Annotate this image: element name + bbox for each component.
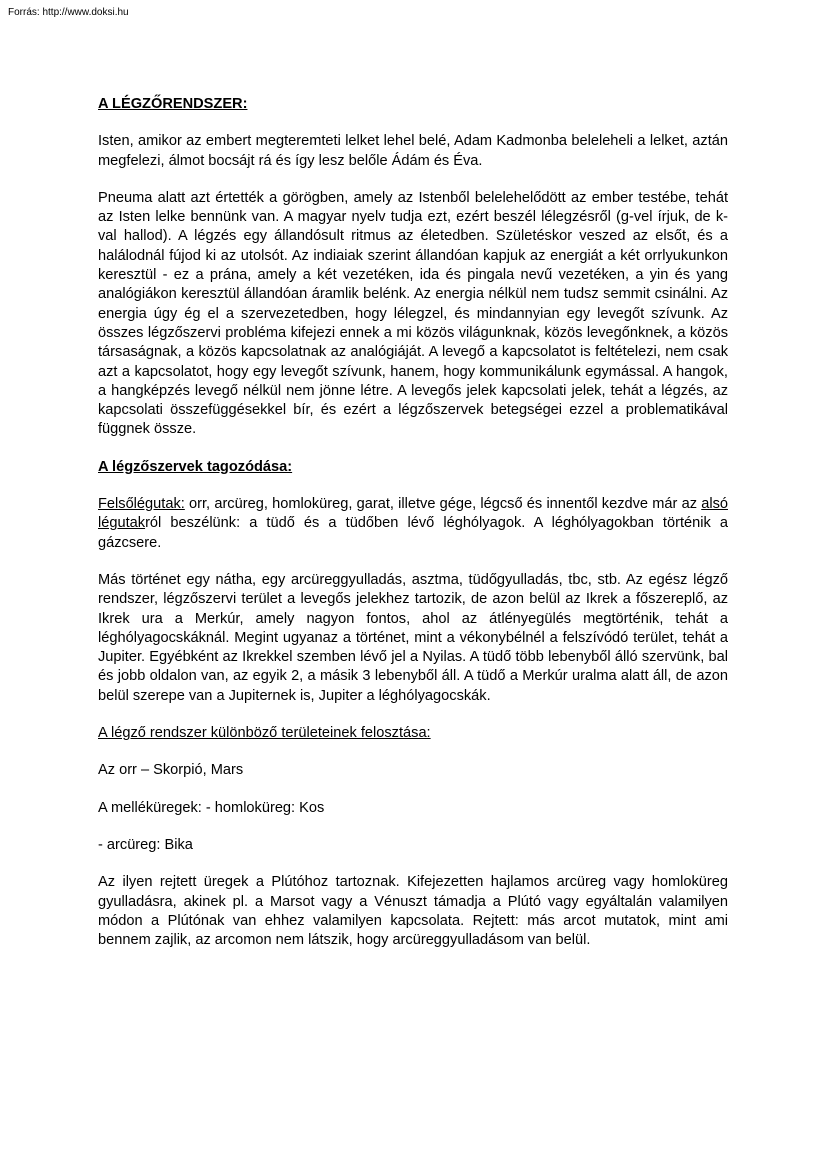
paragraph-rejtett-uregek: Az ilyen rejtett üregek a Plútóhoz tartoznak. Kifejezetten hajlamos arcüreg vagy homloküreg gyulladásra, akinek pl. a Marsot vagy a Vénuszt támadja a Plútó vagy egyáltalán valamilyen módon a Plútónak van ehhez valamilyen kapcsolata. Rejtett: más arcot mutatok, mint ami bennem zajlik, az arcomon nem látszik, hogy arcüreggyulladásom van belül. [98, 874, 728, 949]
paragraph-legutak [98, 495, 728, 553]
document-body [98, 95, 728, 950]
also-legutak-label: alsó légutak [98, 496, 728, 532]
section-heading-tagozodas: A légzőszervek tagozódása: [98, 458, 293, 475]
source-line: Forrás: http://www.doksi.hu [8, 7, 129, 18]
felso-legutak-label: Felsőlégutak: [98, 496, 185, 513]
legutak-text-1: orr, arcüreg, homloküreg, garat, illetve gége, légcső és innentől kezdve már az [184, 496, 702, 513]
paragraph-mas-tortenet: Más történet egy nátha, egy arcüreggyulladás, asztma, tüdőgyulladás, tbc, stb. Az egész légző rendszer, légzőszervi terület a levegős jelekhez tartozik, de azon belül az Ikrek a főszereplő, az Ikrek ura a Merkúr, amely nagyon fontos, ahol az átlényegülés megtörténik, tehát a léghólyagocskáknál. Megint ugyanaz a történet, mint a vékonybélnél a felszívódó terület, tehát a Jupiter. Egyébként az Ikrekkel szemben lévő jel a Nyilas. A tüdő több lebenyből álló szervünk, bal és jobb oldalon van, az egyik 2, a másik 3 lebenyből áll. A tüdő a Merkúr uralma alatt áll, de azon belül szerepe van a Jupiternek is, Jupiter a léghólyagocskák. [98, 571, 728, 704]
section-heading-felosztas: A légző rendszer különböző területeinek felosztása: [98, 725, 431, 742]
line-mellekuregek: A melléküregek: - homloküreg: Kos [98, 799, 325, 816]
page-title: A LÉGZŐRENDSZER: [98, 96, 248, 112]
legutak-text-2: ról beszélünk: a tüdő és a tüdőben lévő léghólyagok. A léghólyagokban történik a gázcsere. [98, 515, 728, 551]
paragraph-pneuma: Pneuma alatt azt értették a görögben, amely az Istenből belelehelődött az ember testébe, tehát az Isten lelke bennünk van. A magyar nyelv tudja ezt, ezért beszél lélegzésről (g-vel írjuk, de k-val hallod). A légzés egy állandósult ritmus az életedben. Születéskor veszed az elsőt, és a halálodnál fújod ki az utolsót. Az indiaiak szerint állandóan kapjuk az energiát a két orrlyukunkon keresztül - ez a prána, amely a két vezetéken, ida és pingala nevű vezetéken, a yin és yang analógiákon keresztül állandóan áramlik belénk. Az energia nélkül nem tudsz semmit csinálni. Az energia úgy ég el a szervezetedben, hogy lélegzel, és mindannyian egy levegőt szívunk. Az összes légzőszervi probléma kifejezi ennek a mi közös világunknak, közös levegőnknek, a közös társaságnak, a közös kapcsolatnak az analógiáját. A levegő a kapcsolatot is feltételezi, nem csak azt a kapcsolatot, hogy egy levegőt szívunk, hanem, hogy kommunikálunk egymással. A hangok, a hangképzés levegő nélkül nem jönne létre. A levegős jelek kapcsolati jelek, tehát a légzés, az kapcsolati összefüggésekkel bír, és ezért a légzőszervek betegségei ezzel a problematikával függnek össze. [98, 189, 728, 438]
line-orr: Az orr – Skorpió, Mars [98, 762, 244, 779]
line-arcureg: - arcüreg: Bika [98, 836, 193, 853]
paragraph-intro: Isten, amikor az embert megteremteti lelket lehel belé, Adam Kadmonba beleleheli a lelket, aztán megfelezi, álmot bocsájt rá és így lesz belőle Ádám és Éva. [98, 133, 728, 169]
